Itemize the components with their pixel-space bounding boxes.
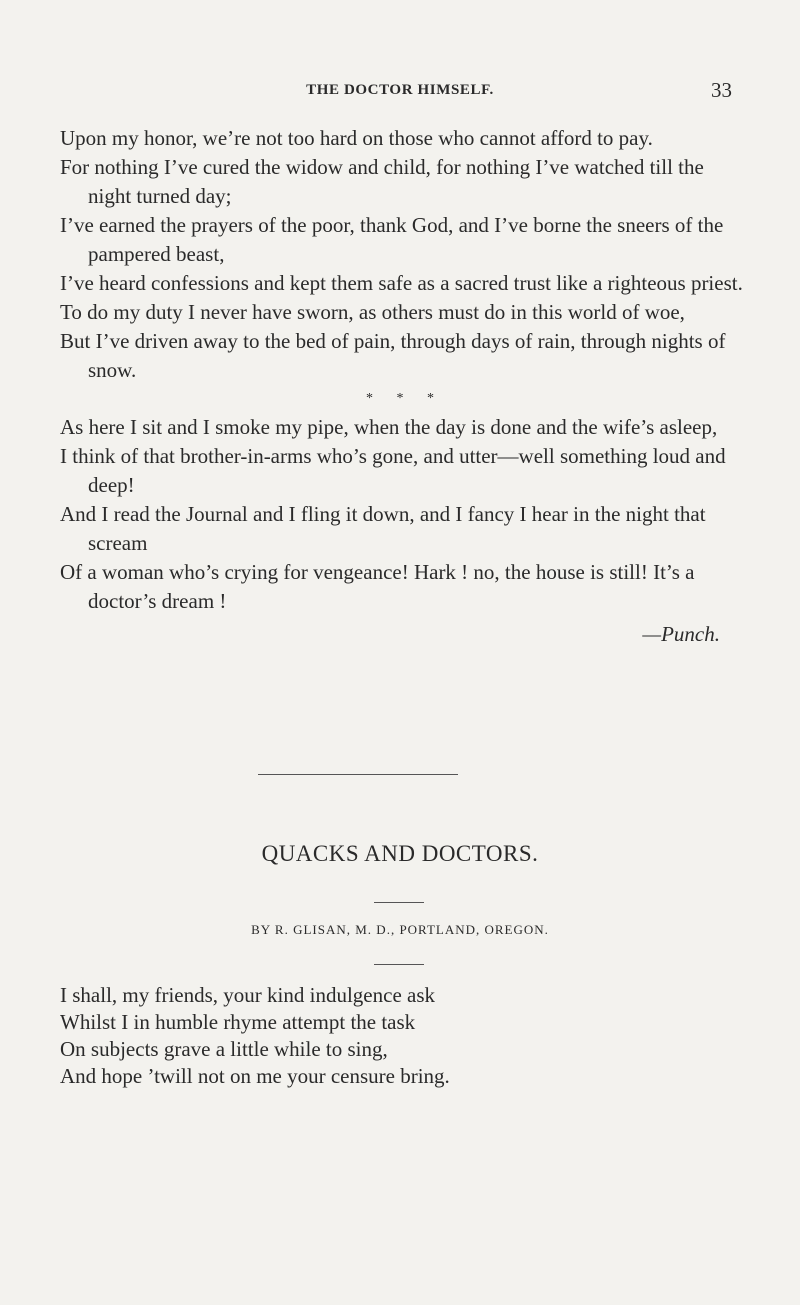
poem-doctor-himself (60, 124, 750, 649)
poem-line: Whilst I in humble rhyme attempt the task (60, 1010, 416, 1034)
poem-line: And I read the Journal and I fling it down, and I fancy I hear in the night that scream (60, 502, 706, 555)
poem-line: Of a woman who’s crying for vengeance! Hark ! no, the house is still! It’s a doctor’s dream ! (60, 560, 695, 613)
poem-line: But I’ve driven away to the bed of pain, through days of rain, through nights of snow. (60, 329, 726, 382)
byline-rule (374, 964, 424, 965)
running-head: THE DOCTOR HIMSELF. (306, 82, 494, 98)
poem-line: For nothing I’ve cured the widow and child, for nothing I’ve watched till the night turned day; (60, 155, 704, 208)
poem-line: On subjects grave a little while to sing, (60, 1037, 388, 1061)
poem-line: I’ve heard confessions and kept them safe as a sacred trust like a righteous priest. (60, 271, 743, 295)
poem-line: To do my duty I never have sworn, as others must do in this world of woe, (60, 300, 685, 324)
poem-quacks-and-doctors (60, 982, 750, 1090)
poem-line: As here I sit and I smoke my pipe, when the day is done and the wife’s asleep, (60, 415, 718, 439)
poem-line: I think of that brother-in-arms who’s gone, and utter—well something loud and deep! (60, 444, 726, 497)
poem-line: I shall, my friends, your kind indulgence ask (60, 983, 436, 1007)
page-header (60, 78, 740, 112)
stanza-separator: * * * (366, 391, 444, 406)
poem-line: And hope ’twill not on me your censure bring. (60, 1064, 450, 1088)
section-divider (258, 774, 458, 775)
poem-attribution: —Punch. (642, 622, 720, 646)
poem-line: I’ve earned the prayers of the poor, thank God, and I’ve borne the sneers of the pampered beast, (60, 213, 724, 266)
author-byline: BY R. GLISAN, M. D., PORTLAND, OREGON. (251, 922, 549, 937)
title-rule (374, 902, 424, 903)
page-number: 33 (711, 78, 732, 102)
section-title: QUACKS AND DOCTORS. (261, 841, 539, 866)
poem-line: Upon my honor, we’re not too hard on those who cannot afford to pay. (60, 126, 653, 150)
